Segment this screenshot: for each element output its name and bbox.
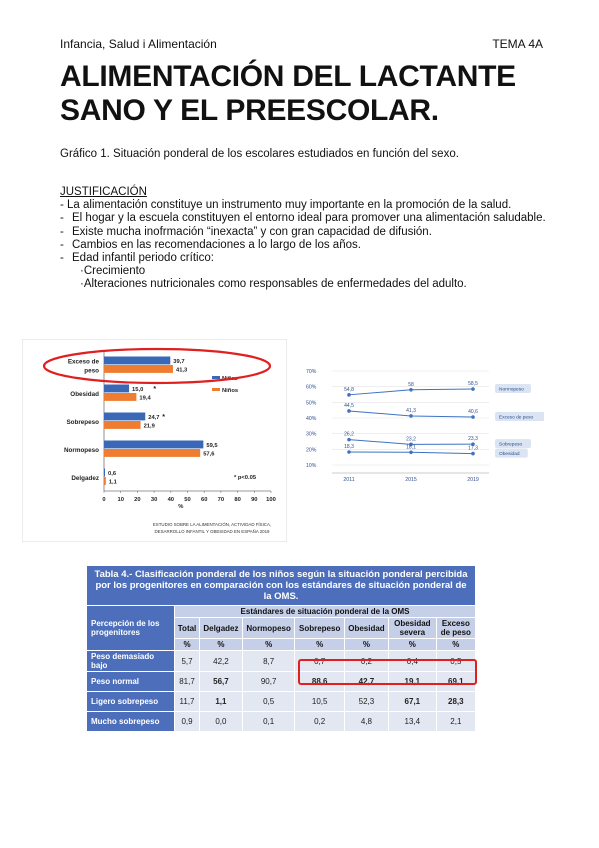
- unit-cell: %: [344, 639, 388, 651]
- justification-section: [60, 186, 550, 292]
- x-tick-label: 30: [150, 497, 158, 503]
- data-label: 17,3: [468, 445, 478, 452]
- bar-niños: [104, 477, 106, 485]
- bar-value-label: 57,6: [203, 451, 215, 458]
- table-cell: 69,1: [436, 672, 475, 692]
- x-tick-label: 70: [217, 497, 225, 503]
- table-cell: 90,7: [242, 672, 295, 692]
- table-cell: 8,7: [242, 651, 295, 672]
- x-tick-label: 20: [134, 497, 141, 503]
- significance-mark: *: [153, 386, 157, 393]
- table-row: [87, 712, 476, 732]
- bar-niños: [104, 393, 136, 401]
- title-line-2: SANO Y EL PREESCOLAR.: [60, 94, 439, 127]
- bar-niñas: [104, 441, 203, 449]
- column-header: Sobrepeso: [295, 618, 344, 639]
- significance-mark: *: [162, 414, 165, 421]
- x-tick-label: 40: [167, 497, 175, 503]
- source-note: DESARROLLO INFANTIL Y OBESIDAD EN ESPAÑA 2019: [154, 529, 270, 534]
- data-point: [409, 451, 413, 455]
- x-tick-label: 90: [251, 497, 258, 503]
- data-label: 23,2: [406, 436, 416, 443]
- weight-status-by-sex-bar-chart: [22, 339, 287, 542]
- unit-cell: %: [389, 639, 437, 651]
- data-label: 18,1: [406, 444, 416, 451]
- table-cell: 0,5: [436, 651, 475, 672]
- title-line-1: ALIMENTACIÓN DEL LACTANTE: [60, 60, 516, 93]
- significance-annotation: * p<0.05: [234, 475, 257, 481]
- legend-swatch-niñas: [212, 376, 220, 379]
- table-cell: 0,2: [295, 712, 344, 732]
- category-label: Exceso de: [67, 358, 99, 366]
- x-axis-label: %: [178, 504, 184, 510]
- data-point: [347, 450, 351, 454]
- y-tick-label: 60%: [306, 384, 317, 391]
- data-point: [347, 393, 351, 397]
- justification-item-text: El hogar y la escuela constituyen el entorno ideal para promover una alimentación saludable.: [72, 212, 546, 225]
- table-cell: 56,7: [200, 672, 243, 692]
- data-label: 41,3: [406, 407, 416, 414]
- y-tick-label: 40%: [306, 416, 317, 422]
- bar-niñas: [104, 413, 145, 421]
- data-label: 23,3: [468, 436, 478, 443]
- table-cell: 52,3: [344, 692, 388, 712]
- justification-item: - La alimentación constituye un instrumento muy importante en la promoción de la salud.: [60, 199, 512, 212]
- source-note: ESTUDIO SOBRE LA ALIMENTACIÓN, ACTIVIDAD FÍSICA,: [152, 522, 272, 527]
- data-point: [409, 388, 413, 392]
- series-tag-label: Obesidad: [499, 452, 520, 458]
- column-header: Delgadez: [200, 618, 243, 639]
- justification-item: - Cambios en las recomendaciones a lo largo de los años.: [60, 238, 361, 251]
- highlight-box: [298, 659, 477, 685]
- table-title: Tabla 4.- Clasificación ponderal de los niños según la situación ponderal percibida por los progenitores en comparación con los estándares de situación ponderal de la OMS.: [87, 566, 476, 606]
- x-tick-label: 60: [200, 497, 208, 503]
- bar-value-label: 39,7: [173, 359, 185, 365]
- y-tick-label: 20%: [306, 447, 317, 454]
- bar-niñas: [104, 469, 105, 477]
- table-cell: 5,7: [175, 651, 200, 672]
- series-tag-label: Sobrepeso: [499, 442, 523, 448]
- category-label: Obesidad: [70, 391, 99, 398]
- table-cell: 13,4: [389, 712, 437, 732]
- data-label: 26,2: [344, 431, 354, 438]
- table-cell: 0,2: [344, 651, 388, 672]
- column-header: Obesidad severa: [389, 618, 437, 639]
- table-cell: 28,3: [436, 692, 475, 712]
- column-header: Exceso de peso: [436, 618, 475, 639]
- table-cell: 0,4: [389, 651, 437, 672]
- header-left: Infancia, Salud i Alimentación: [60, 37, 217, 51]
- category-label: Normopeso: [64, 447, 99, 454]
- bar-value-label: 24,7: [148, 415, 160, 421]
- x-tick-label: 80: [234, 497, 241, 503]
- legend-swatch-niños: [212, 388, 220, 391]
- data-point: [347, 438, 351, 442]
- x-tick-label: 2019: [467, 477, 479, 483]
- table-cell: 0,1: [242, 712, 295, 732]
- x-tick-label: 2015: [405, 477, 417, 483]
- bar-value-label: 0,6: [108, 471, 117, 477]
- justification-item-text: Edad infantil periodo crítico:: [72, 252, 214, 265]
- table-cell: 10,5: [295, 692, 344, 712]
- row-label: Ligero sobrepeso: [87, 692, 175, 712]
- legend-label: Niños: [222, 388, 239, 394]
- bar-niñas: [104, 357, 170, 365]
- weight-status-trend-line-chart: [304, 361, 544, 496]
- table-cell: 2,1: [436, 712, 475, 732]
- x-tick-label: 50: [184, 497, 191, 503]
- table-cell: 42,7: [344, 672, 388, 692]
- data-label: 44,5: [344, 402, 354, 409]
- perception-table: [86, 565, 476, 732]
- y-tick-label: 30%: [306, 431, 317, 438]
- table-cell: 67,1: [389, 692, 437, 712]
- category-label: Delgadez: [71, 475, 99, 482]
- data-label: 58,5: [468, 381, 478, 388]
- table-cell: 11,7: [175, 692, 200, 712]
- column-header: Normopeso: [242, 618, 295, 639]
- table-cell: 88,6: [295, 672, 344, 692]
- bar-value-label: 19,4: [139, 395, 151, 402]
- justification-subitem: ·Crecimiento: [80, 265, 146, 278]
- column-header: Obesidad: [344, 618, 388, 639]
- x-tick-label: 100: [266, 497, 276, 503]
- category-label: peso: [84, 367, 99, 375]
- justification-heading: JUSTIFICACIÓN: [60, 186, 147, 198]
- table-row-header-label: Percepción de los progenitores: [87, 606, 175, 651]
- bar-niños: [104, 365, 173, 373]
- row-label: Mucho sobrepeso: [87, 712, 175, 732]
- bar-value-label: 1,1: [108, 479, 117, 486]
- data-label: 58: [408, 381, 414, 388]
- table-cell: 0,7: [295, 651, 344, 672]
- data-label: 54,8: [344, 386, 354, 393]
- y-tick-label: 70%: [306, 369, 317, 375]
- legend-label: Niñas: [222, 376, 238, 382]
- bar-niños: [104, 421, 141, 429]
- row-label: Peso normal: [87, 672, 175, 692]
- header-right: TEMA 4A: [492, 37, 543, 51]
- table-cell: 19,1: [389, 672, 437, 692]
- data-point: [409, 414, 413, 418]
- justification-item: - El hogar y la escuela constituyen el entorno ideal para promover una alimentación saludable.: [60, 212, 546, 225]
- table-group-header: Estándares de situación ponderal de la OMS: [175, 606, 476, 618]
- data-point: [471, 452, 475, 456]
- bar-value-label: 15,0: [132, 387, 144, 393]
- table-cell: 0,9: [175, 712, 200, 732]
- row-label: Peso demasiado bajo: [87, 651, 175, 672]
- series-tag-label: Normopeso: [499, 387, 524, 393]
- table-cell: 0,5: [242, 692, 295, 712]
- table-row: [87, 692, 476, 712]
- justification-subitem: ·Alteraciones nutricionales como responsables de enfermedades del adulto.: [80, 278, 467, 291]
- category-label: Sobrepeso: [66, 419, 99, 426]
- justification-item: - Existe mucha inofrmación “inexacta” y con gran capacidad de difusión.: [60, 225, 432, 238]
- data-label: 18,3: [344, 443, 354, 450]
- data-point: [471, 387, 475, 391]
- table-cell: 42,2: [200, 651, 243, 672]
- data-point: [347, 409, 351, 413]
- data-label: 40,6: [468, 409, 478, 416]
- bar-value-label: 59,5: [206, 443, 218, 449]
- page-title: [60, 60, 550, 128]
- table-cell: 0,0: [200, 712, 243, 732]
- bar-niños: [104, 449, 200, 457]
- unit-cell: %: [295, 639, 344, 651]
- unit-cell: %: [175, 639, 200, 651]
- y-tick-label: 10%: [306, 463, 317, 469]
- justification-item-text: Cambios en las recomendaciones a lo largo de los años.: [72, 238, 361, 251]
- x-tick-label: 0: [102, 497, 106, 503]
- bar-niñas: [104, 385, 129, 393]
- unit-cell: %: [242, 639, 295, 651]
- figure-caption: Gráfico 1. Situación ponderal de los escolares estudiados en función del sexo.: [60, 148, 459, 160]
- unit-cell: %: [200, 639, 243, 651]
- bar-value-label: 41,3: [175, 367, 188, 374]
- table-cell: 81,7: [175, 672, 200, 692]
- justification-item: - Edad infantil periodo crítico:: [60, 252, 214, 265]
- data-point: [471, 415, 475, 419]
- unit-cell: %: [436, 639, 475, 651]
- justification-item-text: Existe mucha inofrmación “inexacta” y con gran capacidad de difusión.: [72, 225, 432, 238]
- table-cell: 4,8: [344, 712, 388, 732]
- y-tick-label: 50%: [306, 400, 317, 407]
- x-tick-label: 10: [117, 497, 124, 503]
- series-tag-label: Exceso de peso: [499, 415, 534, 421]
- x-tick-label: 2011: [343, 477, 355, 483]
- table-cell: 1,1: [200, 692, 243, 712]
- bar-value-label: 21,9: [143, 423, 155, 430]
- column-header: Total: [175, 618, 200, 639]
